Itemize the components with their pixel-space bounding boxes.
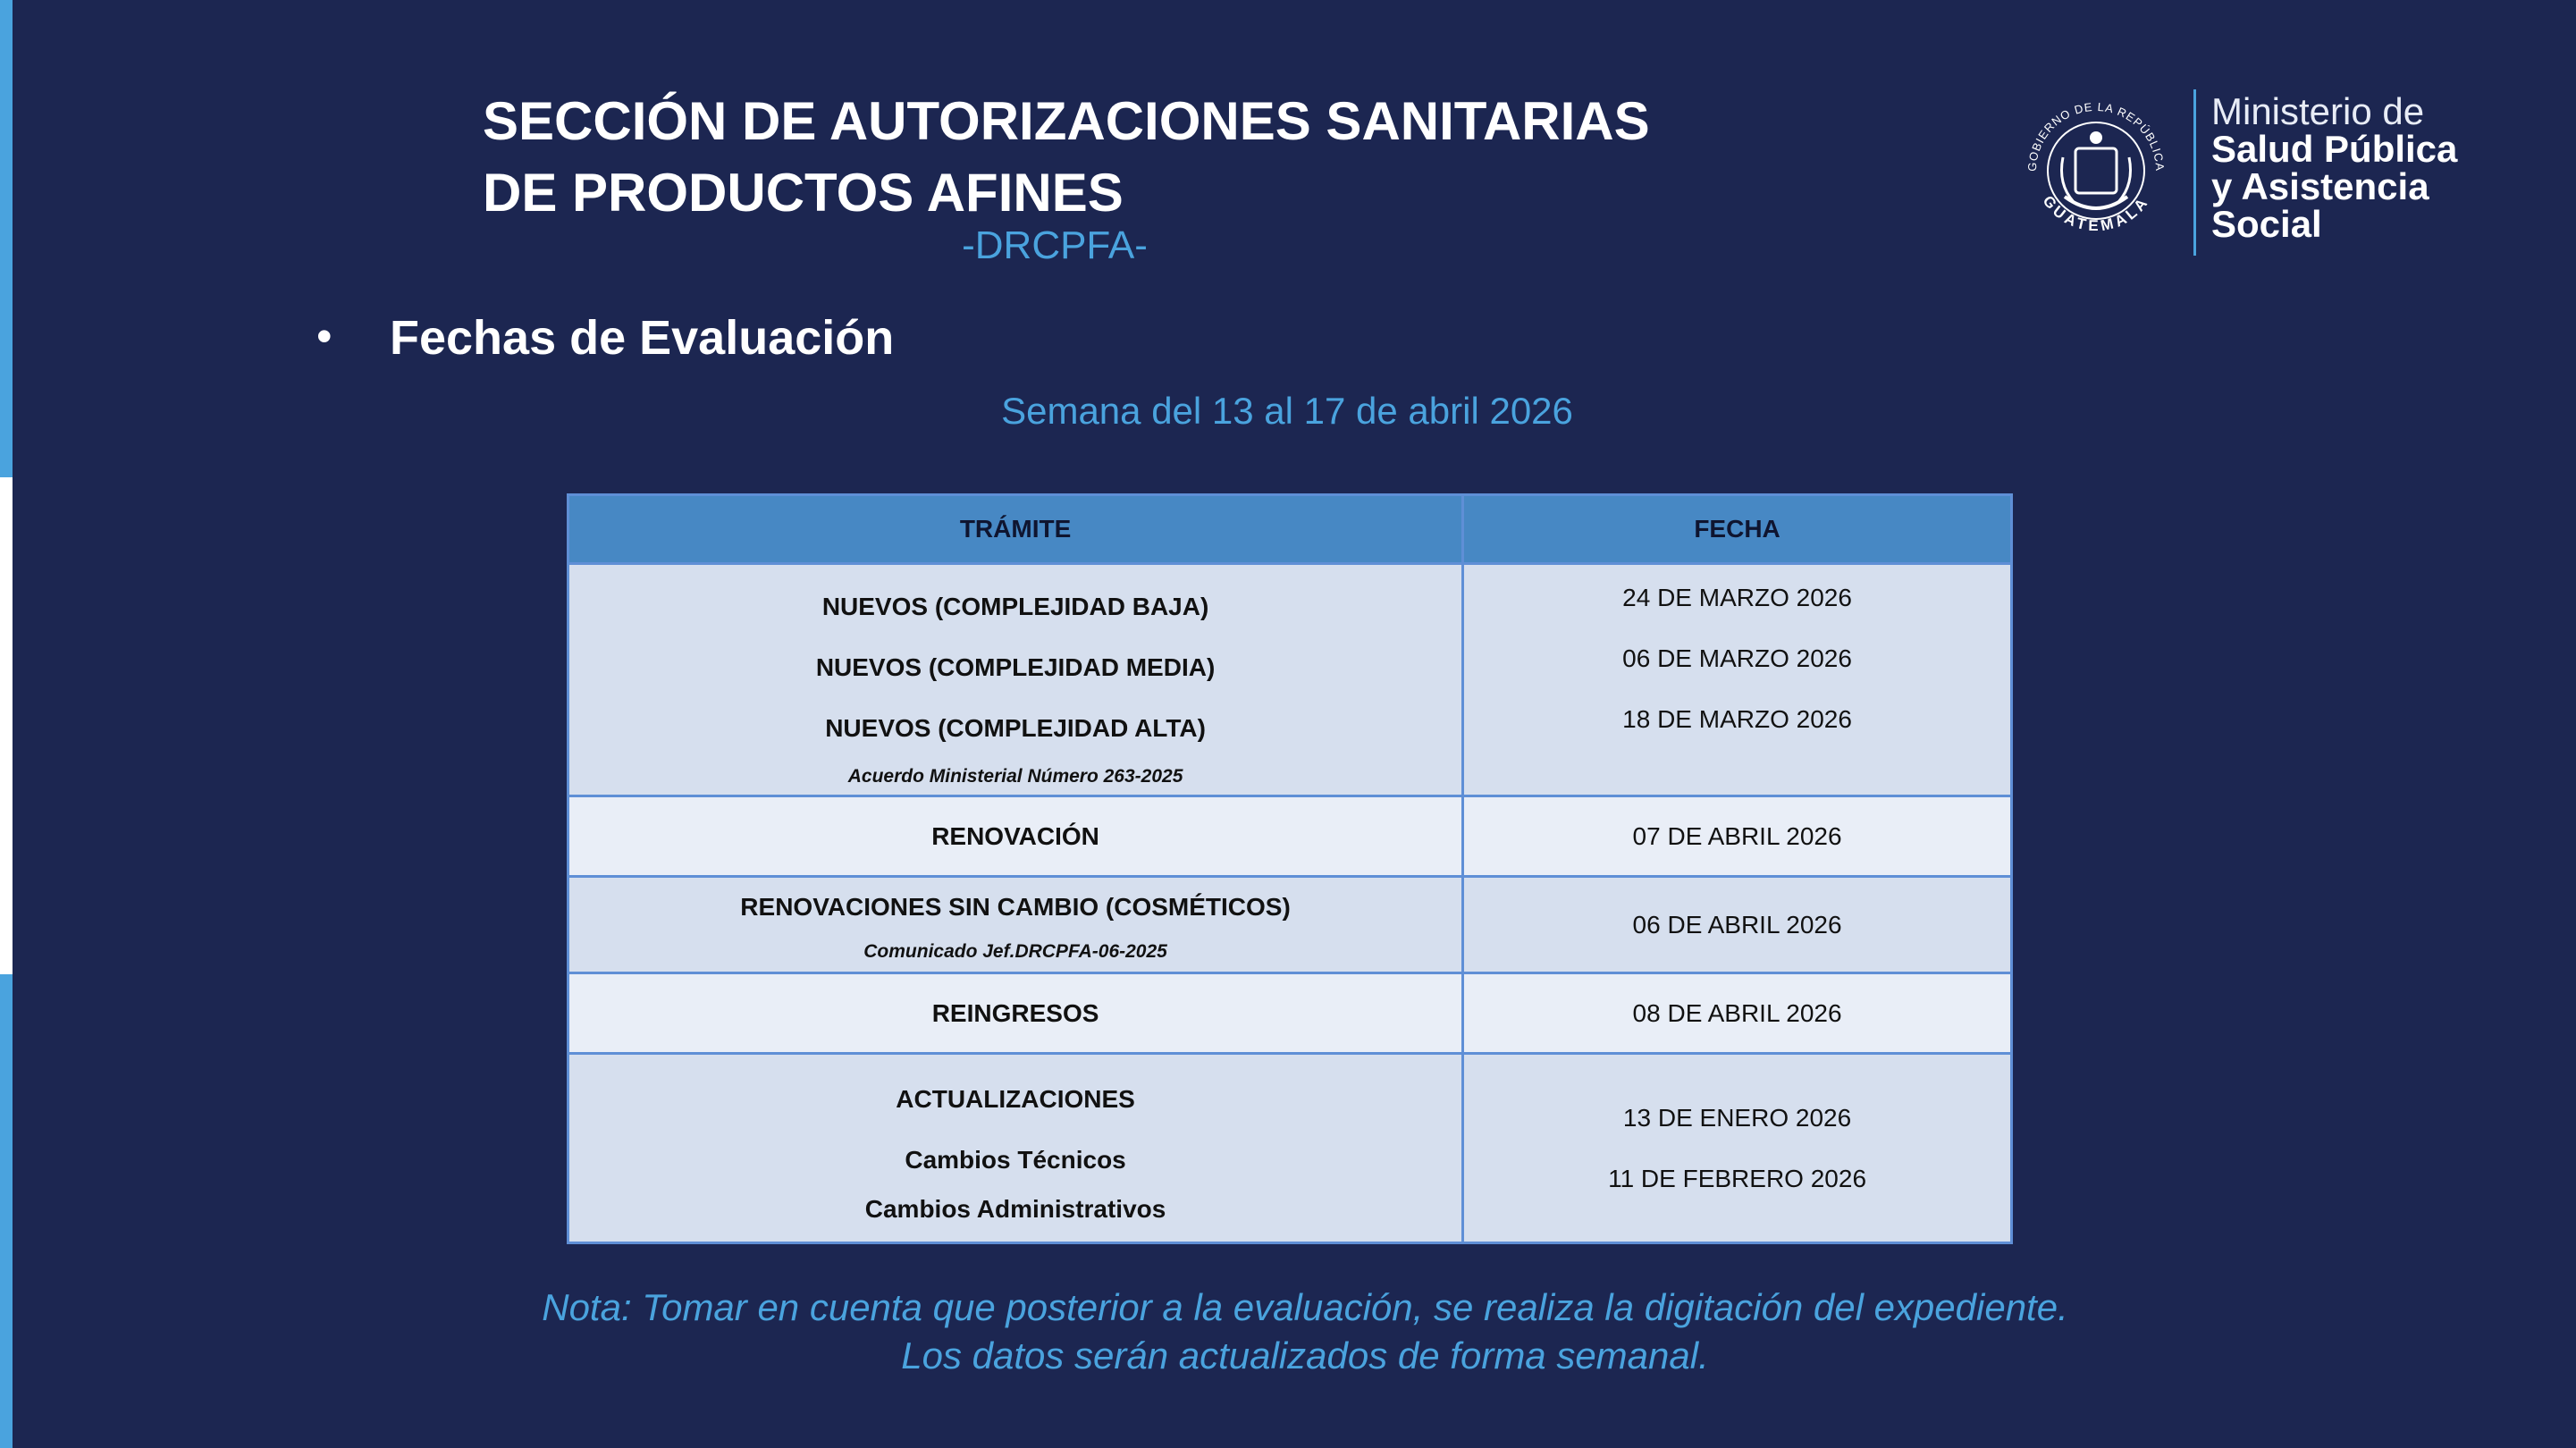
ministry-line-1: Ministerio de xyxy=(2211,90,2425,132)
fecha-cell xyxy=(1463,564,2012,796)
left-accent-bar-bottom xyxy=(0,974,13,1448)
fecha-cell xyxy=(1463,1054,2012,1243)
seal-bottom-text: GUATEMALA xyxy=(2039,192,2153,235)
section-heading: Fechas de Evaluación xyxy=(390,311,895,365)
logo-divider xyxy=(2193,89,2196,256)
table-row xyxy=(568,564,2012,796)
fecha-cell xyxy=(1463,796,2012,877)
fecha-value: 06 DE ABRIL 2026 xyxy=(1632,910,1842,939)
tramite-item: Cambios Administrativos xyxy=(864,1194,1166,1223)
fecha-value: 24 DE MARZO 2026 xyxy=(1622,584,1852,611)
tramite-item: Cambios Técnicos xyxy=(905,1145,1126,1174)
table-row xyxy=(568,973,2012,1054)
seal-top-text: GOBIERNO DE LA REPÚBLICA xyxy=(2025,99,2168,173)
tramite-item: RENOVACIÓN xyxy=(931,821,1099,850)
tramite-item: ACTUALIZACIONES xyxy=(896,1084,1135,1113)
evaluation-dates-table xyxy=(567,493,2013,1244)
page-subtitle: -DRCPFA- xyxy=(962,223,1148,267)
footer-note xyxy=(393,1284,2217,1380)
ministry-name xyxy=(2211,90,2479,245)
footer-note-line-2: Los datos serán actualizados de forma semanal. xyxy=(901,1334,1709,1376)
week-label: Semana del 13 al 17 de abril 2026 xyxy=(1001,390,1573,432)
tramite-cell xyxy=(568,973,1463,1054)
fecha-value: 18 DE MARZO 2026 xyxy=(1622,705,1852,733)
tramite-item: REINGRESOS xyxy=(931,998,1099,1027)
tramite-cell xyxy=(568,1054,1463,1243)
header-tramite: TRÁMITE xyxy=(568,495,1463,564)
table-row xyxy=(568,1054,2012,1243)
ministry-line-4: Social xyxy=(2211,203,2322,245)
guatemala-seal-icon xyxy=(2011,86,2181,256)
page-title xyxy=(483,86,1650,229)
tramite-note: Comunicado Jef.DRCPFA-06-2025 xyxy=(863,940,1167,962)
tramite-note: Acuerdo Ministerial Número 263-2025 xyxy=(847,765,1183,787)
fecha-value: 13 DE ENERO 2026 xyxy=(1622,1103,1852,1132)
title-line-2: DE PRODUCTOS AFINES xyxy=(483,163,1124,223)
tramite-item: RENOVACIONES SIN CAMBIO (COSMÉTICOS) xyxy=(740,892,1291,921)
tramite-cell xyxy=(568,796,1463,877)
fecha-value: 08 DE ABRIL 2026 xyxy=(1632,998,1842,1027)
table-row xyxy=(568,877,2012,973)
table-row xyxy=(568,796,2012,877)
fecha-value: 07 DE ABRIL 2026 xyxy=(1632,821,1842,850)
header-fecha: FECHA xyxy=(1463,495,2012,564)
fecha-value: 11 DE FEBRERO 2026 xyxy=(1608,1164,1867,1192)
footer-note-line-1: Nota: Tomar en cuenta que posterior a la evaluación, se realiza la digitación del expediente. xyxy=(542,1286,2068,1328)
table-header-row xyxy=(568,495,2012,564)
bullet-icon: • xyxy=(316,311,333,361)
fecha-cell xyxy=(1463,973,2012,1054)
ministry-line-3: y Asistencia xyxy=(2211,165,2429,207)
tramite-cell xyxy=(568,564,1463,796)
left-accent-bar-top xyxy=(0,0,13,477)
left-accent-bar-middle xyxy=(0,477,13,974)
fecha-cell xyxy=(1463,877,2012,973)
ministry-line-2: Salud Pública xyxy=(2211,128,2458,170)
tramite-cell xyxy=(568,877,1463,973)
title-line-1: SECCIÓN DE AUTORIZACIONES SANITARIAS xyxy=(483,91,1650,151)
svg-text:GUATEMALA xyxy=(2040,192,2153,234)
ministry-logo xyxy=(2011,86,2476,265)
tramite-item: NUEVOS (COMPLEJIDAD BAJA) xyxy=(821,592,1209,620)
tramite-item: NUEVOS (COMPLEJIDAD ALTA) xyxy=(825,713,1206,742)
tramite-item: NUEVOS (COMPLEJIDAD MEDIA) xyxy=(815,652,1216,681)
fecha-value: 06 DE MARZO 2026 xyxy=(1622,644,1852,672)
